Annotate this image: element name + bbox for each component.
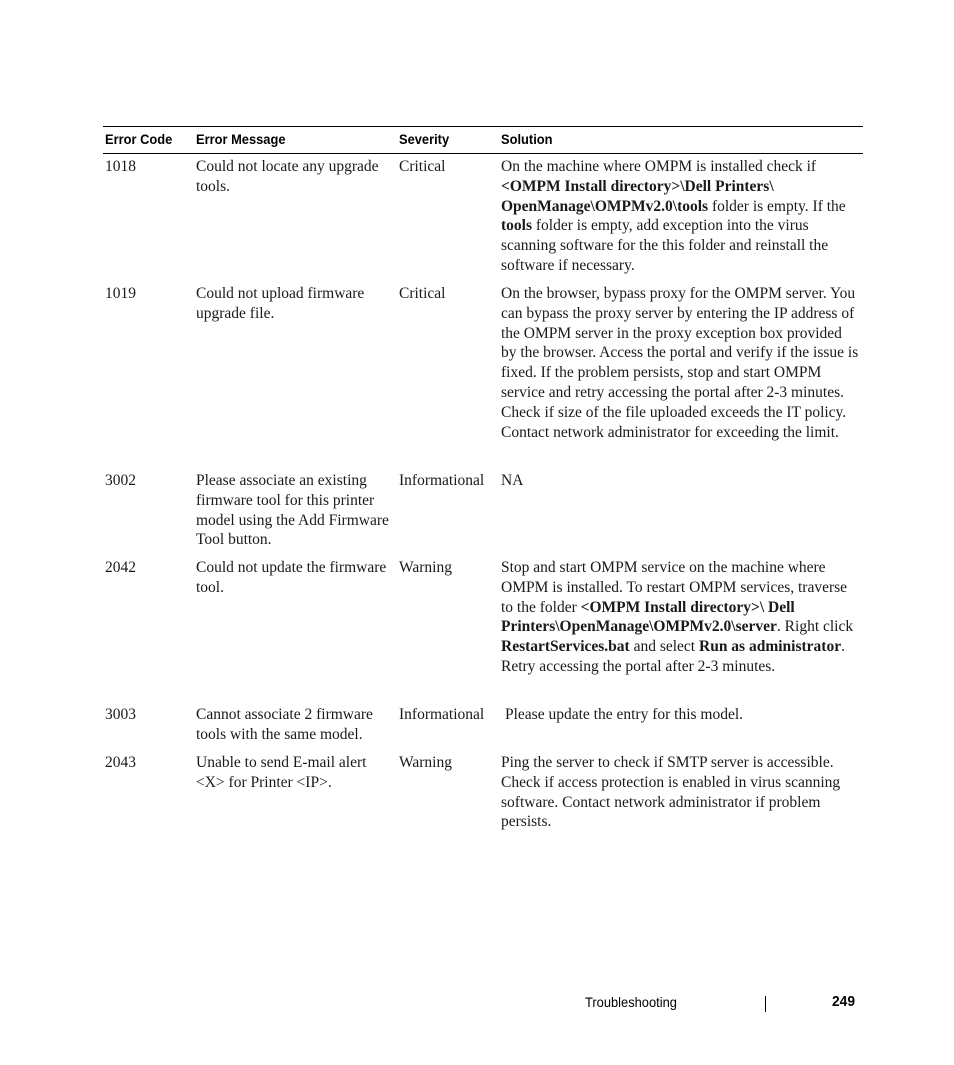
- footer-section-title: Troubleshooting: [585, 994, 677, 1010]
- solution: Please update the entry for this model.: [505, 706, 744, 723]
- error-message: Please associate an existing firmware tool for this printer model using the Add Firmware Tool button.: [196, 472, 389, 549]
- error-message: Unable to send E-mail alert <X> for Printer <IP>.: [196, 754, 367, 791]
- header-error-code: Error Code: [105, 131, 173, 147]
- solution: Ping the server to check if SMTP server is accessible. Check if access protection is enabled in virus scanning software. Contact network administrator if problem persists.: [501, 754, 841, 831]
- error-message: Could not update the firmware tool.: [196, 559, 387, 596]
- error-message: Could not upload firmware upgrade file.: [196, 285, 365, 322]
- severity: Informational: [399, 472, 485, 489]
- severity: Warning: [399, 559, 452, 576]
- error-code: 2043: [105, 754, 136, 771]
- error-message: Cannot associate 2 firmware tools with the same model.: [196, 706, 373, 743]
- error-code: 2042: [105, 559, 136, 576]
- footer-divider: [765, 996, 766, 1012]
- severity: Warning: [399, 754, 452, 771]
- header-severity: Severity: [399, 131, 450, 147]
- severity: Critical: [399, 158, 446, 175]
- solution: On the machine where OMPM is installed check if <OMPM Install directory>\Dell Printers\ OpenManage\OMPMv2.0\tools folder is empty. If the tools folder is empty, add exception into the virus scanning software for the this folder and reinstall the software if necessary.: [501, 158, 846, 274]
- error-code: 1018: [105, 158, 136, 175]
- page-number: 249: [832, 993, 856, 1010]
- header-error-message: Error Message: [196, 131, 286, 147]
- solution: On the browser, bypass proxy for the OMPM server. You can bypass the proxy server by entering the IP address of the OMPM server in the proxy exception box provided by the browser. Access the portal and verify if the issue is fixed. If the problem persists, stop and start OMPM service and retry accessing the portal after 2-3 minutes. Check if size of the file uploaded exceeds the IT policy. Contact network administrator for exceeding the limit.: [501, 285, 859, 441]
- table-header-rule: [103, 153, 863, 154]
- table-top-rule: [103, 126, 863, 127]
- error-code: 3002: [105, 472, 136, 489]
- error-message: Could not locate any upgrade tools.: [196, 158, 379, 195]
- severity: Informational: [399, 706, 485, 723]
- severity: Critical: [399, 285, 446, 302]
- error-code: 1019: [105, 285, 136, 302]
- solution: Stop and start OMPM service on the machine where OMPM is installed. To restart OMPM services, traverse to the folder <OMPM Install directory>\ Dell Printers\OpenManage\OMPMv2.0\server. Right click RestartServices.bat and select Run as administrator. Retry accessing the portal after 2-3 minutes.: [501, 559, 854, 675]
- solution: NA: [501, 472, 524, 489]
- error-code: 3003: [105, 706, 136, 723]
- header-solution: Solution: [501, 131, 553, 147]
